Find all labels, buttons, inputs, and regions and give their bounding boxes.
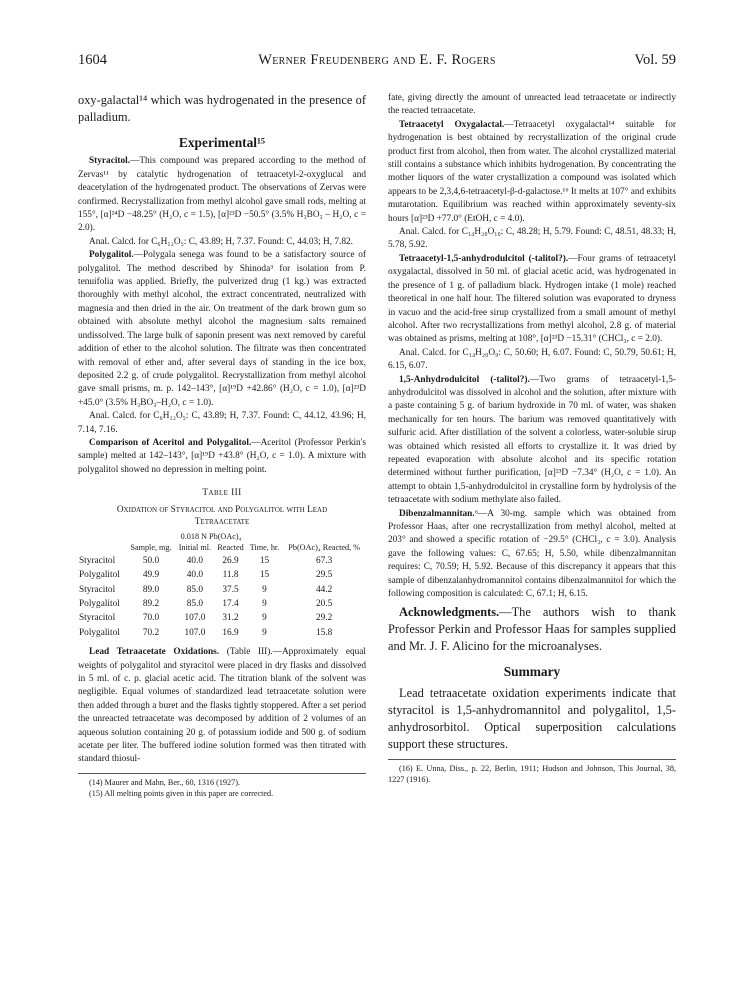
table-row [78,554,366,568]
footnote: (15) All melting points given in this paper are corrected. [89,788,274,798]
table-header: Initial ml. [178,543,212,553]
table-cell: 70.2 [142,627,160,638]
table-cell: 67.3 [316,555,333,566]
table-cell: 16.9 [222,627,239,638]
comparison-text: —Aceritol (Professor Perkin's sample) melted at 142–143°, [α]¹⁹D +43.8° (H₂O, c = 1.0). A mixture with polygalitol showed no depression in melting point. [78,437,366,475]
anhydrodulcitol-text: —Two grams of tetraacetyl-1,5-anhydrodulcitol was dissolved in alcohol and the solution, after mixture with a paste containing 5 g. of barium hydroxide in 70 ml. of water, was shaken mechanically for ten hours. The barium was removed quantitatively with sulfuric acid. After distillation of the solvent a colorless, water-soluble sirup was obtained which resisted all efforts to crystallize it. It was dried by repeated evaporation with absolute alcohol and its specific rotation determined without further purification, [α]²³D −7.34° (H₂O, c = 1.0). An attempt to obtain 1,5-anhydrodulcitol in crystalline form by hydrolysis of the tetraacetate with sodium methylate also failed. [388,374,676,506]
summary-heading: Summary [503,664,561,680]
table-header [78,542,127,554]
footnote: (16) E. Unna, Diss., p. 22, Berlin, 1911; Hudson and Johnson, This Journal, 38, 1227 (1916). [388,763,676,784]
styracitol-analysis: Anal. Calcd. for C₆H₁₂O₅: C, 43.89; H, 7.37. Found: C, 44.03; H, 7.82. [89,236,353,247]
table-cell: Polygalitol [79,627,120,638]
continued-paragraph: fate, giving directly the amount of unreacted lead tetraacetate or indirectly the reacted tetraacetate. [388,93,676,117]
table-cell: 44.2 [316,584,333,595]
volume-label: Vol. 59 [634,52,676,68]
table-label: Table III [202,488,242,499]
comparison-heading: Comparison of Aceritol and Polygalitol. [89,437,252,448]
lead-text: (Table III).—Approximately equal weights of polygalitol and styracitol were placed in dry flasks and dissolved in 5 ml. of c. p. glacial acetic acid. The titration blank of the solvent was negligible. Equal volumes of standardized lead tetraacetate solution were then added through a buret and the flasks tightly stoppered. After a set period the unreacted tetraacetate was decomposed by addition of 2 volumes of an aqueous solution containing 20 g. of potassium iodide and 500 g. of sodium acetate per liter. The buffered iodine solution formed was then titrated with standard thiosul- [78,647,366,765]
right-column [388,92,676,785]
table-cell: 70.0 [142,613,160,624]
table-header: Reacted [217,543,244,553]
anhydrodulcitol-heading: 1,5-Anhydrodulcitol (-talitol?). [399,374,530,385]
table-header: Sample, mg. [130,543,172,553]
table-group-header: 0.018 N Pb(OAc)₄ [180,531,242,541]
styracitol-heading: Styracitol. [89,156,131,167]
lead-paragraph [78,646,366,767]
table-cell: 85.0 [186,584,204,595]
table-cell: 40.0 [186,570,204,581]
left-column [78,92,366,799]
anhydrodulcitol-acetyl-paragraph [388,253,676,347]
table-cell: Styracitol [79,613,116,624]
table-cell: 31.2 [222,613,239,624]
table-cell: 40.0 [186,555,204,566]
dibenzalmannitan-heading: Dibenzalmannitan. [399,508,475,519]
table-cell: 15 [259,570,270,581]
table-cell: 85.0 [186,598,204,609]
table-cell: 49.9 [142,570,160,581]
oxidation-table [78,531,366,641]
left-footnotes [78,773,366,799]
right-footnotes [388,759,676,785]
table-cell: 107.0 [184,613,206,624]
table-cell: 15 [259,555,270,566]
comparison-paragraph [78,437,366,477]
table-caption-line-1: Oxidation of Styracitol and Polygalitol with Lead [116,504,328,515]
table-header: Time, hr. [249,543,280,553]
tetraacetyl-text: —Tetraacetyl oxygalactal¹⁴ suitable for hydrogenation is best obtained by recrystallization of the original crude product first from alcohol, then from water. The alcohol crystallized material still contains a substance which inhibits hydrogenation. By concentrating the mother liquors of the water crystallization a compound was isolated which appears to be 2,3,4,6-tetraacetyl-β-d-galactose.¹⁶ It melts at 107° and exhibits mutarotation. Equilibrium was reached within approximately seventy-six hours [α]²³D +77.0° (EtOH, c = 4.0). [388,119,677,224]
table-cell: 9 [262,584,267,595]
intro-paragraph: oxy-galactal¹⁴ which was hydrogenated in the presence of palladium. [78,93,366,124]
table-cell: 29.2 [316,613,333,624]
tetraacetyl-heading: Tetraacetyl Oxygalactal. [399,119,505,130]
dibenzalmannitan-paragraph [388,508,676,602]
polygalitol-heading: Polygalitol. [89,250,134,261]
table-row [78,611,366,625]
page-header [78,52,676,74]
polygalitol-analysis: Anal. Calcd. for C₆H₁₂O₅: C, 43.89; H, 7.37. Found: C, 44.12, 43.96; H, 7.14, 7.16. [78,411,366,435]
table-cell: 15.8 [316,627,333,638]
table-row [78,568,366,582]
table-cell: 20.5 [316,598,333,609]
table-row [78,583,366,597]
acknowledgments-paragraph [388,604,676,655]
table-caption-line-2: Tetraacetate [194,516,250,527]
anhydrodulcitol-acetyl-analysis: Anal. Calcd. for C₁₄H₂₀O₉: C, 50.60; H, 6.07. Found: C, 50.79, 50.61; H, 6.15, 6.07. [388,347,676,372]
tetraacetyl-paragraph [388,119,676,226]
acknowledgments-heading: Acknowledgments. [399,605,500,620]
styracitol-text: —This compound was prepared according to the method of Zervas¹¹ by catalytic hydrogenation of tetraacetyl-2-oxyglucal and deacetylation of the hydrogenated product. The observations of Zervas were confirmed. Recrystallization from methyl alcohol gave small rods, melting at 155°, [α]²⁴D −48.25° (H₂O, c = 1.5), [α]²³D −50.5° (3.5% H₃BO₃ – H₂O, c = 2.0). [78,156,366,234]
page-number: 1604 [78,52,107,68]
table-cell: Styracitol [79,584,116,595]
table-row [78,626,366,640]
anhydrodulcitol-paragraph [388,374,676,508]
table-cell: 29.5 [316,570,333,581]
table-header: Pb(OAc)₄ Reacted, % [288,543,361,553]
tetraacetyl-analysis: Anal. Calcd. for C₁₄H₂₀O₁₀: C, 48.28; H, 5.79. Found: C, 48.51, 48.33; H, 5.78, 5.92. [388,227,676,251]
experimental-heading: Experimental¹⁵ [178,135,266,150]
anhydrodulcitol-acetyl-text: —Four grams of tetraacetyl oxygalactal, dissolved in 50 ml. of glacial acetic acid, was hydrogenated in the presence of 1 g. of palladium black. Hydrogen intake (1 mole) reached theoretical in one half hour. The filtered solution was evaporated to dryness in vacuo and the acid-free sirup crystallized from a small amount of methyl alcohol. After two recrystallizations from methyl alcohol, 2.8 g. of material was obtained as prisms, melting at 108°, [α]²³D −15.31° (CHCl₃, c = 2.0). [388,253,676,345]
table-cell: 9 [262,598,267,609]
table-cell: Polygalitol [79,570,120,581]
polygalitol-text: —Polygala senega was found to be a satisfactory source of polygalitol. The method described by Shinoda³ for isolation from P. tenuifolia was applied. Briefly, the pulverized drug (1 kg.) was extracted thoroughly with methyl alcohol, the extract concentrated, neutralized with magnesia and then dried in the air. On treatment of the dark brown gum so obtained with absolute methyl alcohol the magnesium salts remained undissolved. The large bulk of saponin present was next removed by careful addition of ether to the alcohol solution. The filtrate was then concentrated with removal of ether and, after several days of standing in the ice box, deposited 2.2 g. of crude polygalitol. Recrystallization from methyl alcohol gave small prisms, m. p. 142–143°, [α]¹⁹D +42.86° (H₂O, c = 1.0), [α]²³D +45.0° (3.5% H₃BO₃–H₂O, c = 1.0). [78,250,366,408]
table-cell: 50.0 [142,555,160,566]
table-cell: 89.0 [142,584,160,595]
table-row [78,597,366,611]
footnote: (14) Maurer and Mahn, Ber., 60, 1316 (1927). [89,777,240,787]
summary-text: Lead tetraacetate oxidation experiments indicate that styracitol is 1,5-anhydromannitol and polygalitol, 1,5-anhydrosorbitol. Optical superposition calculations support these structures. [388,685,676,751]
table-cell: 107.0 [184,627,206,638]
table-cell: 11.8 [222,570,239,581]
table-cell: 9 [262,627,267,638]
lead-heading: Lead Tetraacetate Oxidations. [89,647,220,658]
running-title: Werner Freudenberg and E. F. Rogers [258,52,496,68]
table-cell: 89.2 [142,598,160,609]
styracitol-paragraph [78,155,366,235]
anhydrodulcitol-acetyl-heading: Tetraacetyl-1,5-anhydrodulcitol (-talitol?). [399,253,569,264]
acknowledgments-text: —The authors wish to thank Professor Perkin and Professor Haas for samples supplied and Mr. J. F. Alicino for the microanalyses. [388,605,676,654]
table-body [78,554,366,640]
dibenzalmannitan-text: ⁶—A 30-mg. sample which was obtained from Professor Haas, after one recrystallization from methyl alcohol, melted at 203° and showed a specific rotation of −29.5° (CHCl₃, c = 3.0). Analysis gave the following values: C, 67.65; H, 5.50, while dibenzalmannitan requires: C, 70.59; H, 5.92. Because of this discrepancy it appears that this sample of dibenzalanhydromannitol contains dibenzalmannitol for which the following composition is calculated: C, 67.1; H, 6.15. [388,508,676,600]
polygalitol-paragraph [78,249,366,410]
table-cell: 9 [262,613,267,624]
table-cell: Styracitol [79,555,116,566]
table-cell: 37.5 [222,584,239,595]
table-cell: 17.4 [222,598,239,609]
table-cell: Polygalitol [79,598,120,609]
table-cell: 26.9 [222,555,239,566]
